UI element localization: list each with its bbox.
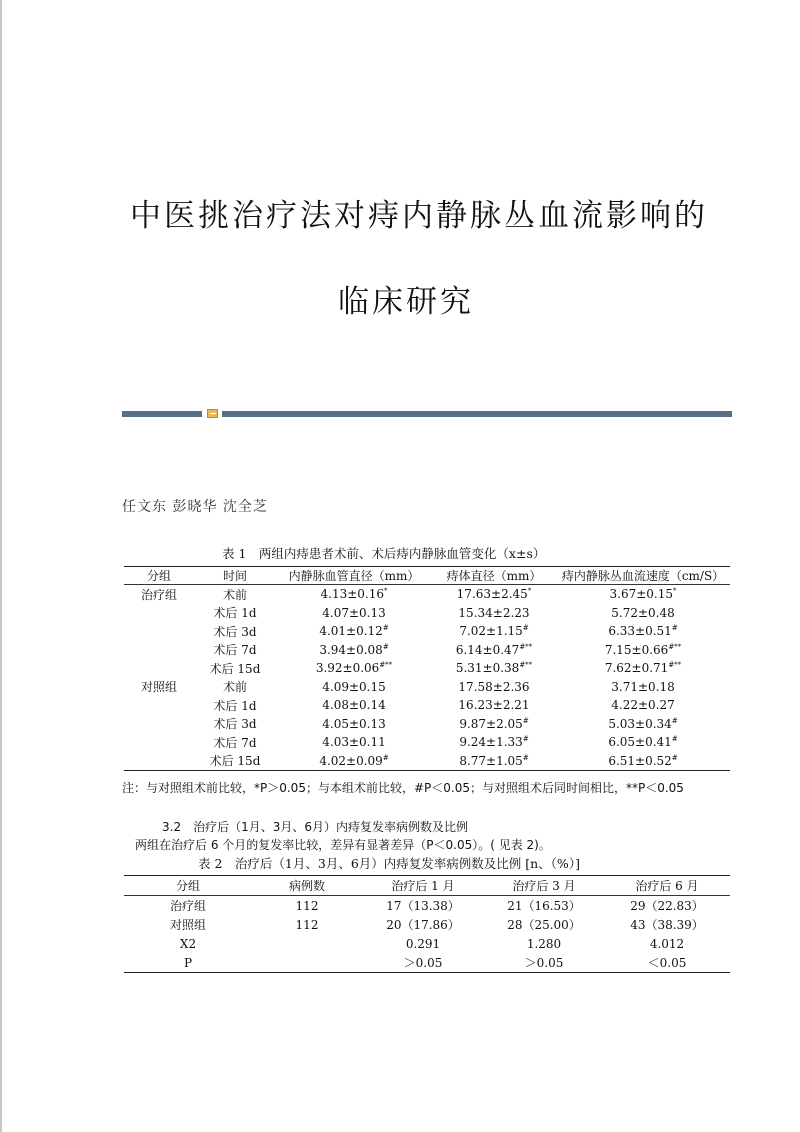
section-heading: 3.2 治疗后（1月、3月、6月）内痔复发率病例数及比例 bbox=[162, 820, 468, 834]
table-cell: X2 bbox=[179, 936, 197, 951]
table1-header-cell: 痔体直径（mm） bbox=[432, 567, 556, 585]
table-cell: 5.03±0.34# bbox=[608, 716, 678, 731]
table2-header-row bbox=[124, 876, 730, 896]
significance-mark: #** bbox=[668, 661, 682, 670]
author-list: 任文东 彭晓华 沈全芝 bbox=[122, 499, 268, 515]
table2-header-cell: 治疗后 6 月 bbox=[604, 876, 730, 896]
table-row bbox=[124, 585, 730, 604]
table-cell: 4.09±0.15 bbox=[322, 679, 386, 694]
table-row bbox=[124, 659, 730, 678]
table-row bbox=[124, 641, 730, 660]
table-cell: 治疗组 bbox=[140, 587, 177, 602]
table-cell: 17（13.38） bbox=[386, 899, 460, 913]
table1-body bbox=[124, 585, 730, 771]
divider-bar-right bbox=[222, 411, 732, 417]
table-cell bbox=[252, 934, 362, 953]
table-cell: 6.33±0.51# bbox=[608, 624, 678, 639]
significance-mark: # bbox=[522, 716, 529, 725]
significance-mark: # bbox=[522, 753, 529, 762]
table1-caption: 表 1 两组内痔患者术前、术后痔内静脉血管变化（x±s） bbox=[222, 546, 546, 561]
table-row bbox=[124, 896, 730, 916]
table-cell: 17.63±2.45* bbox=[456, 587, 532, 602]
table-cell: 3.67±0.15* bbox=[609, 587, 677, 602]
table-row bbox=[124, 733, 730, 752]
section-text: 两组在治疗后 6 个月的复发率比较，差异有显著差异（P＜0.05）。( 见表 2)。 bbox=[135, 838, 551, 852]
table2-header-cell: 治疗后 1 月 bbox=[362, 876, 484, 896]
divider-ornament-icon bbox=[207, 409, 218, 418]
table-cell: 3.92±0.06#** bbox=[315, 661, 393, 676]
significance-mark: # bbox=[382, 753, 389, 762]
table-cell bbox=[124, 733, 194, 752]
table-cell: 15.34±2.23 bbox=[458, 605, 530, 620]
table-row bbox=[124, 622, 730, 641]
table-cell: 29（22.83） bbox=[630, 899, 704, 913]
table-cell: 20（17.86） bbox=[386, 918, 460, 932]
table2-header-cell: 病例数 bbox=[252, 876, 362, 896]
table1-note: 注：与对照组术前比较，*P＞0.05；与本组术前比较，#P＜0.05；与对照组术后同时间相比，**P＜0.05 bbox=[122, 781, 684, 795]
table-cell: 3.94±0.08# bbox=[319, 642, 389, 657]
table-cell: 术后 7d bbox=[213, 643, 257, 658]
table-cell: 6.14±0.47#** bbox=[455, 642, 533, 657]
table-cell: 4.13±0.16* bbox=[320, 587, 388, 602]
table-cell: 4.02±0.09# bbox=[319, 753, 389, 768]
table-row bbox=[124, 934, 730, 953]
table1-header-cell: 内静脉血管直径（mm） bbox=[276, 567, 432, 585]
table-cell: 术后 3d bbox=[213, 717, 257, 732]
table-cell bbox=[124, 604, 194, 623]
table-cell: 4.08±0.14 bbox=[322, 698, 386, 713]
table-cell: 4.07±0.13 bbox=[322, 605, 386, 620]
significance-mark: # bbox=[671, 753, 678, 762]
table-cell bbox=[124, 752, 194, 771]
table-cell: 术前 bbox=[222, 680, 247, 695]
table-row bbox=[124, 752, 730, 771]
significance-mark: # bbox=[671, 735, 678, 744]
table-cell: 112 bbox=[295, 898, 319, 913]
table-row bbox=[124, 696, 730, 715]
table-cell: 0.291 bbox=[405, 936, 441, 951]
table-cell: 21（16.53） bbox=[507, 899, 581, 913]
divider-bar-left bbox=[122, 411, 202, 417]
table-cell: 112 bbox=[295, 917, 319, 932]
table-cell: 7.62±0.71#** bbox=[604, 661, 682, 676]
table-cell: 术后 1d bbox=[213, 698, 257, 713]
table-cell: 5.72±0.48 bbox=[611, 605, 675, 620]
table-cell: 4.03±0.11 bbox=[322, 735, 386, 750]
table-cell: 3.71±0.18 bbox=[611, 679, 675, 694]
table-cell bbox=[124, 696, 194, 715]
significance-mark: #** bbox=[379, 661, 393, 670]
table-cell: 43（38.39） bbox=[630, 918, 704, 932]
table-cell: 9.24±1.33# bbox=[459, 735, 529, 750]
table-cell: ＞0.05 bbox=[403, 956, 443, 970]
table-cell bbox=[252, 953, 362, 973]
table-row bbox=[124, 715, 730, 734]
table-cell: 治疗组 bbox=[169, 899, 206, 913]
significance-mark: * bbox=[527, 587, 532, 596]
table-cell: 术后 15d bbox=[209, 754, 261, 769]
table-row bbox=[124, 915, 730, 934]
table-cell: 7.15±0.66#** bbox=[604, 642, 682, 657]
table-cell: 7.02±1.15# bbox=[459, 624, 529, 639]
table-cell: 4.05±0.13 bbox=[322, 716, 386, 731]
table2 bbox=[124, 875, 730, 973]
table-cell bbox=[124, 659, 194, 678]
page-title-line2: 临床研究 bbox=[338, 284, 474, 320]
table-cell bbox=[124, 641, 194, 660]
page-edge bbox=[0, 0, 2, 1132]
table-cell: 6.51±0.52# bbox=[608, 753, 678, 768]
table-cell: 4.012 bbox=[649, 936, 685, 951]
table-cell: 术后 15d bbox=[209, 661, 261, 676]
significance-mark: * bbox=[673, 587, 677, 596]
table-cell: 对照组 bbox=[140, 680, 177, 695]
table-row bbox=[124, 604, 730, 623]
table-cell: 术后 3d bbox=[213, 624, 257, 639]
table2-body bbox=[124, 896, 730, 973]
table-cell: P bbox=[183, 955, 193, 970]
title-divider bbox=[122, 409, 732, 418]
table-cell: 28（25.00） bbox=[507, 918, 581, 932]
table-cell: 术后 7d bbox=[213, 735, 257, 750]
significance-mark: * bbox=[384, 587, 388, 596]
significance-mark: # bbox=[382, 624, 389, 633]
table-cell: 16.23±2.21 bbox=[458, 698, 530, 713]
table1 bbox=[124, 566, 730, 771]
significance-mark: #** bbox=[519, 642, 533, 651]
table-cell: 4.22±0.27 bbox=[611, 698, 675, 713]
table2-caption: 表 2 治疗后（1月、3月、6月）内痔复发率病例数及比例 [n、（%）] bbox=[198, 856, 580, 871]
table2-header-cell: 治疗后 3 月 bbox=[484, 876, 604, 896]
table-cell: 对照组 bbox=[169, 918, 206, 932]
table-cell bbox=[124, 622, 194, 641]
table1-header-cell: 痔内静脉丛血流速度（cm/S） bbox=[556, 567, 730, 585]
table1-header-row bbox=[124, 567, 730, 585]
significance-mark: # bbox=[671, 716, 678, 725]
significance-mark: #** bbox=[668, 642, 682, 651]
significance-mark: # bbox=[522, 735, 529, 744]
significance-mark: # bbox=[522, 624, 529, 633]
table-cell: 17.58±2.36 bbox=[458, 679, 530, 694]
table-cell: 术前 bbox=[222, 587, 247, 602]
table-cell: ＜0.05 bbox=[647, 956, 687, 970]
page-title-line1: 中医挑治疗法对痔内静脉丛血流影响的 bbox=[130, 198, 708, 234]
table-cell: 8.77±1.05# bbox=[459, 753, 529, 768]
table1-header-cell: 分组 bbox=[124, 567, 194, 585]
table-cell: 1.280 bbox=[526, 936, 562, 951]
table-cell: 9.87±2.05# bbox=[459, 716, 529, 731]
table2-header-cell: 分组 bbox=[124, 876, 252, 896]
table-cell bbox=[124, 715, 194, 734]
table-cell: 4.01±0.12# bbox=[319, 624, 389, 639]
table-cell: 术后 1d bbox=[213, 606, 257, 621]
significance-mark: #** bbox=[519, 661, 533, 670]
table-row bbox=[124, 678, 730, 697]
table-cell: 5.31±0.38#** bbox=[455, 661, 533, 676]
table-cell: 6.05±0.41# bbox=[608, 735, 678, 750]
table1-header-cell: 时间 bbox=[194, 567, 276, 585]
significance-mark: # bbox=[382, 642, 389, 651]
table-cell: ＞0.05 bbox=[524, 956, 564, 970]
significance-mark: # bbox=[671, 624, 678, 633]
table-row bbox=[124, 953, 730, 973]
